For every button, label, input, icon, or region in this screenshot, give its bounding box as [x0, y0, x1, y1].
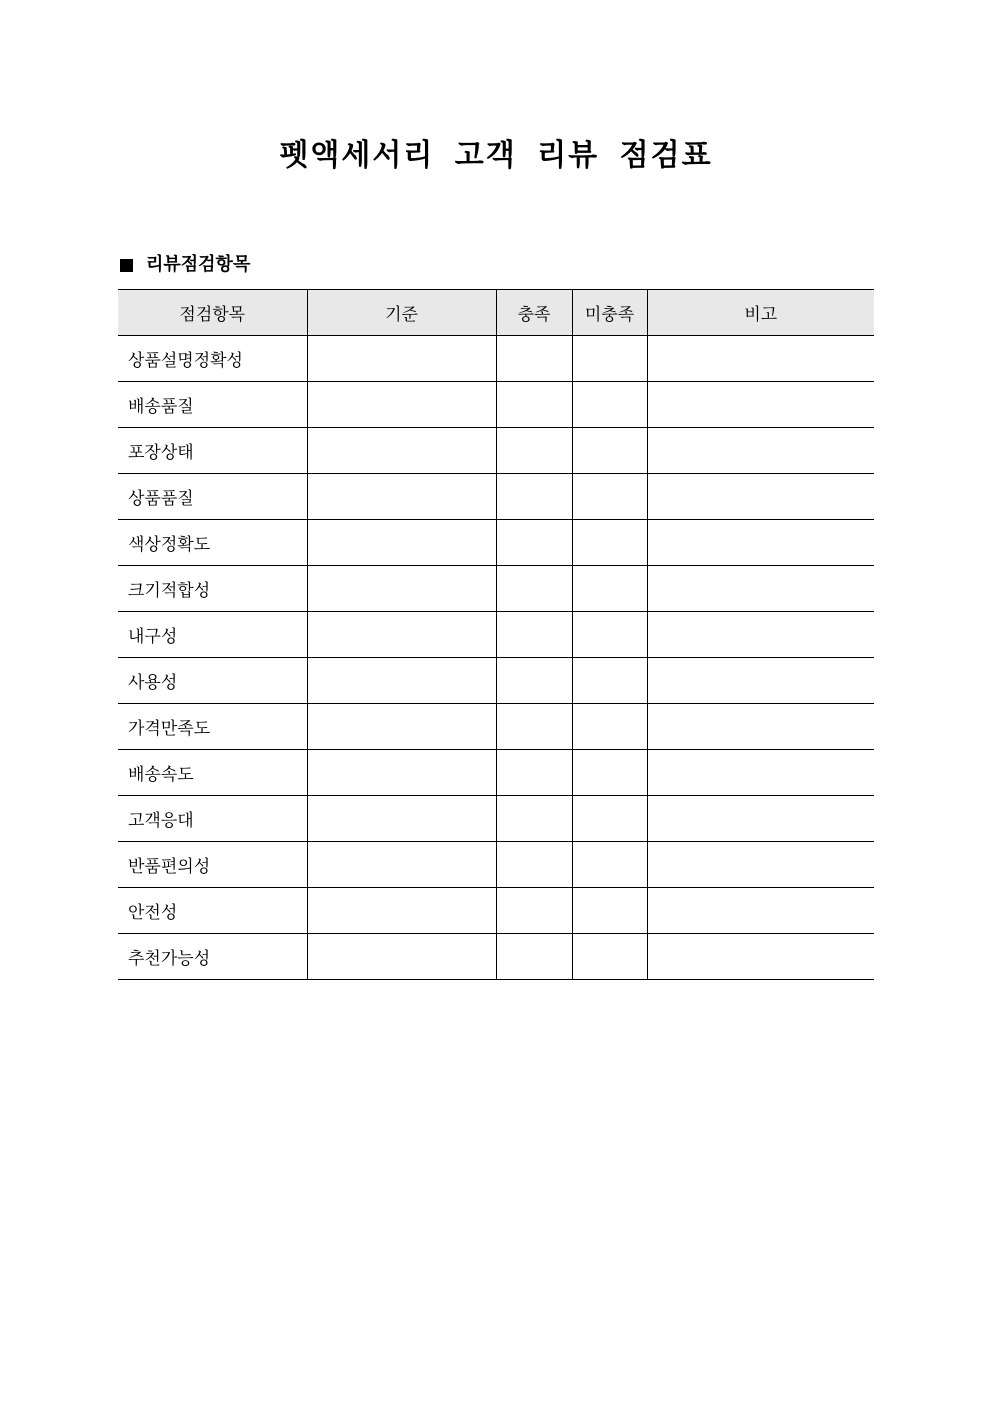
- satisfied-cell[interactable]: [496, 612, 572, 658]
- satisfied-cell[interactable]: [496, 382, 572, 428]
- criteria-cell[interactable]: [307, 336, 496, 382]
- remarks-cell[interactable]: [647, 796, 874, 842]
- satisfied-cell[interactable]: [496, 888, 572, 934]
- table-row: [118, 336, 874, 382]
- item-name-cell: 크기적합성: [118, 566, 307, 612]
- item-name-cell: 배송품질: [118, 382, 307, 428]
- satisfied-cell[interactable]: [496, 474, 572, 520]
- satisfied-cell[interactable]: [496, 750, 572, 796]
- header-criteria: 기준: [307, 290, 496, 336]
- item-name-cell: 포장상태: [118, 428, 307, 474]
- criteria-cell[interactable]: [307, 474, 496, 520]
- section-heading-label: 리뷰점검항목: [146, 254, 251, 275]
- unsatisfied-cell[interactable]: [572, 842, 647, 888]
- criteria-cell[interactable]: [307, 520, 496, 566]
- table-row: [118, 566, 874, 612]
- remarks-cell[interactable]: [647, 842, 874, 888]
- satisfied-cell[interactable]: [496, 336, 572, 382]
- remarks-cell[interactable]: [647, 382, 874, 428]
- header-unsatisfied: 미충족: [572, 290, 647, 336]
- remarks-cell[interactable]: [647, 474, 874, 520]
- unsatisfied-cell[interactable]: [572, 428, 647, 474]
- item-name-cell: 반품편의성: [118, 842, 307, 888]
- table-row: [118, 520, 874, 566]
- criteria-cell[interactable]: [307, 566, 496, 612]
- review-checklist-table: [118, 289, 874, 980]
- unsatisfied-cell[interactable]: [572, 382, 647, 428]
- item-name-cell: 색상정확도: [118, 520, 307, 566]
- table-row: [118, 750, 874, 796]
- unsatisfied-cell[interactable]: [572, 474, 647, 520]
- table-row: [118, 796, 874, 842]
- table-row: [118, 658, 874, 704]
- header-item: 점검항목: [118, 290, 307, 336]
- item-name-cell: 상품설명정확성: [118, 336, 307, 382]
- criteria-cell[interactable]: [307, 658, 496, 704]
- header-remarks: 비고: [647, 290, 874, 336]
- satisfied-cell[interactable]: [496, 566, 572, 612]
- criteria-cell[interactable]: [307, 888, 496, 934]
- criteria-cell[interactable]: [307, 428, 496, 474]
- criteria-cell[interactable]: [307, 796, 496, 842]
- satisfied-cell[interactable]: [496, 842, 572, 888]
- criteria-cell[interactable]: [307, 612, 496, 658]
- remarks-cell[interactable]: [647, 658, 874, 704]
- table-header-row: [118, 290, 874, 336]
- unsatisfied-cell[interactable]: [572, 566, 647, 612]
- table-row: [118, 704, 874, 750]
- unsatisfied-cell[interactable]: [572, 612, 647, 658]
- criteria-cell[interactable]: [307, 842, 496, 888]
- item-name-cell: 상품품질: [118, 474, 307, 520]
- remarks-cell[interactable]: [647, 566, 874, 612]
- criteria-cell[interactable]: [307, 934, 496, 980]
- remarks-cell[interactable]: [647, 336, 874, 382]
- section-heading: [118, 252, 250, 278]
- satisfied-cell[interactable]: [496, 704, 572, 750]
- item-name-cell: 추천가능성: [118, 934, 307, 980]
- unsatisfied-cell[interactable]: [572, 750, 647, 796]
- page-title: 펫액세서리 고객 리뷰 점검표: [279, 138, 713, 173]
- unsatisfied-cell[interactable]: [572, 704, 647, 750]
- item-name-cell: 배송속도: [118, 750, 307, 796]
- remarks-cell[interactable]: [647, 934, 874, 980]
- unsatisfied-cell[interactable]: [572, 658, 647, 704]
- item-name-cell: 사용성: [118, 658, 307, 704]
- table-row: [118, 428, 874, 474]
- unsatisfied-cell[interactable]: [572, 520, 647, 566]
- remarks-cell[interactable]: [647, 888, 874, 934]
- header-satisfied: 충족: [496, 290, 572, 336]
- satisfied-cell[interactable]: [496, 934, 572, 980]
- table-row: [118, 382, 874, 428]
- unsatisfied-cell[interactable]: [572, 934, 647, 980]
- item-name-cell: 내구성: [118, 612, 307, 658]
- criteria-cell[interactable]: [307, 704, 496, 750]
- remarks-cell[interactable]: [647, 750, 874, 796]
- item-name-cell: 안전성: [118, 888, 307, 934]
- remarks-cell[interactable]: [647, 704, 874, 750]
- satisfied-cell[interactable]: [496, 658, 572, 704]
- satisfied-cell[interactable]: [496, 796, 572, 842]
- table-row: [118, 474, 874, 520]
- table-row: [118, 934, 874, 980]
- satisfied-cell[interactable]: [496, 428, 572, 474]
- remarks-cell[interactable]: [647, 520, 874, 566]
- item-name-cell: 가격만족도: [118, 704, 307, 750]
- square-bullet-icon: [120, 259, 133, 272]
- remarks-cell[interactable]: [647, 428, 874, 474]
- unsatisfied-cell[interactable]: [572, 796, 647, 842]
- unsatisfied-cell[interactable]: [572, 888, 647, 934]
- table-row: [118, 888, 874, 934]
- table-row: [118, 612, 874, 658]
- table-row: [118, 842, 874, 888]
- satisfied-cell[interactable]: [496, 520, 572, 566]
- table-body: [118, 336, 874, 980]
- unsatisfied-cell[interactable]: [572, 336, 647, 382]
- remarks-cell[interactable]: [647, 612, 874, 658]
- criteria-cell[interactable]: [307, 750, 496, 796]
- criteria-cell[interactable]: [307, 382, 496, 428]
- item-name-cell: 고객응대: [118, 796, 307, 842]
